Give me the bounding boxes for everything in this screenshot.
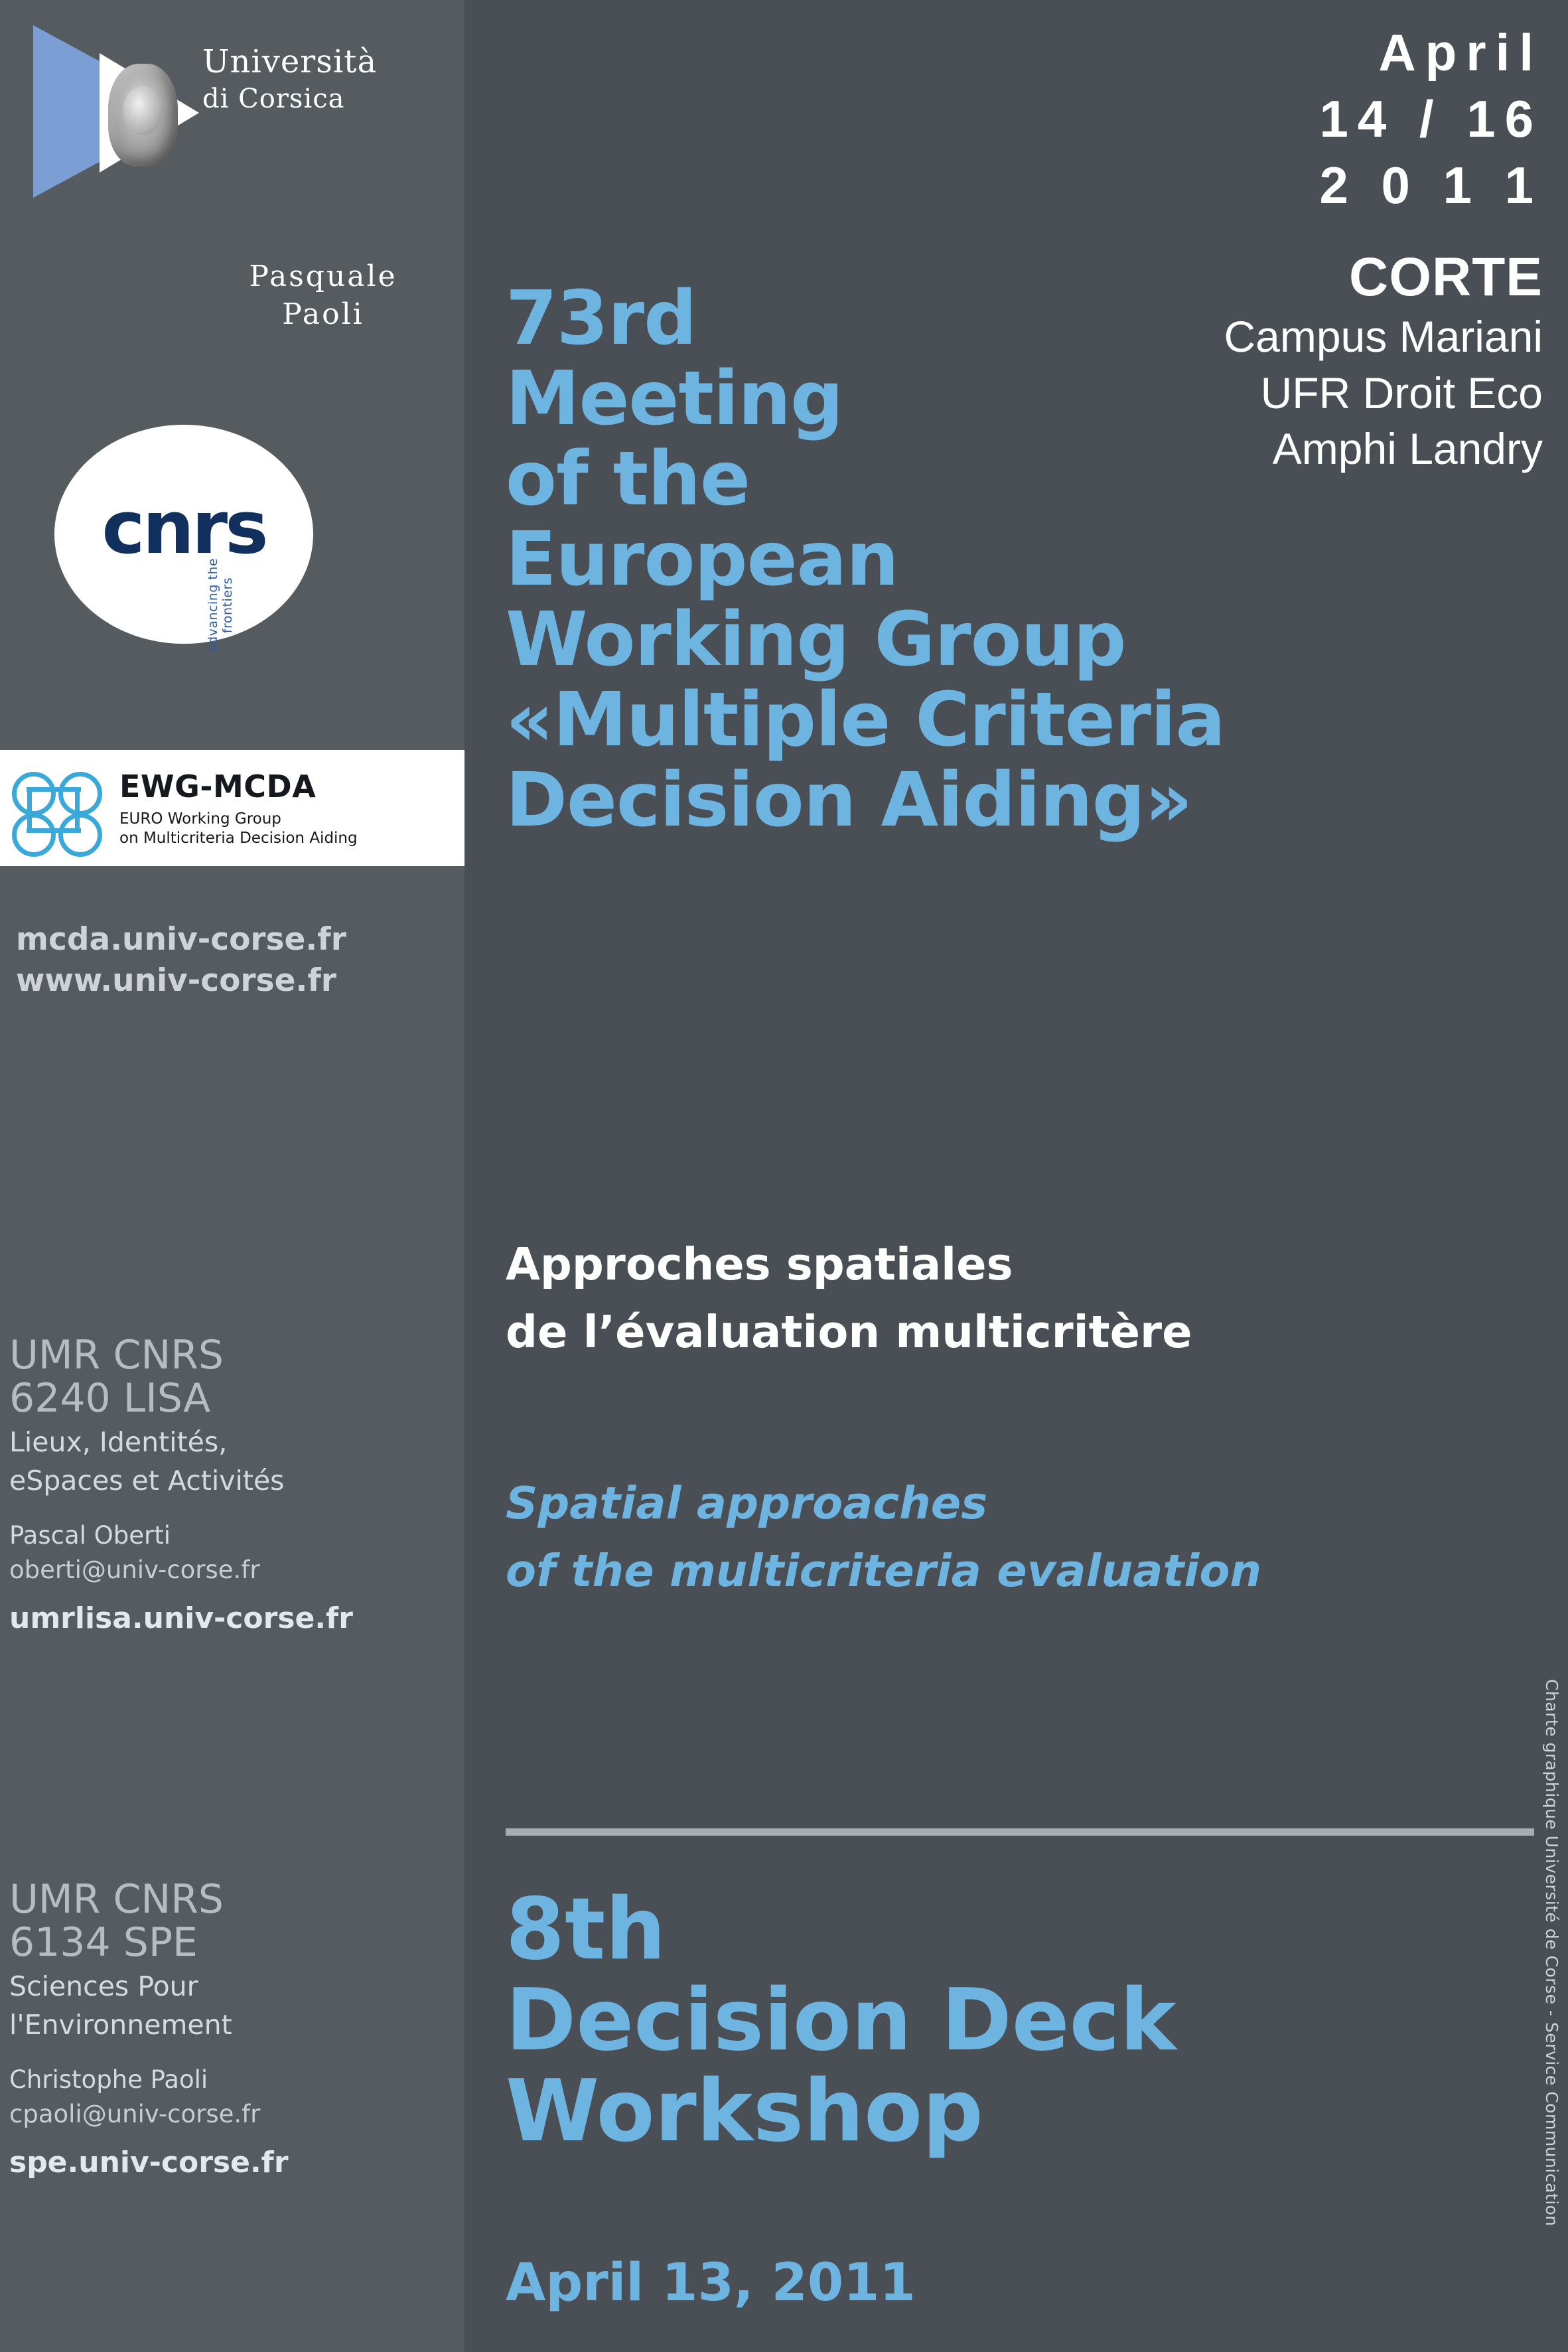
cnrs-logo (54, 425, 313, 653)
subtitle-english-line1: Spatial approaches (506, 1477, 988, 1529)
workshop-title-line1: 8th (506, 1880, 666, 1979)
workshop-title-line2: Decision Deck (506, 1970, 1176, 2070)
university-name-line2: di Corsica (202, 84, 345, 115)
university-founder-line2: Paoli (282, 297, 364, 332)
venue-line-1: Campus Mariani (1224, 312, 1543, 362)
ewg-subtitle-line1: EURO Working Group (119, 810, 281, 828)
ewg-subtitle-line2: on Multicriteria Decision Aiding (119, 829, 358, 847)
portrait-icon (108, 64, 178, 167)
lab-lisa-desc-line1: Lieux, Identités, (9, 1426, 228, 1458)
lab-lisa-contact-name: Pascal Oberti (9, 1520, 171, 1550)
lab-spe-desc-line2: l'Environnement (9, 2008, 232, 2041)
graphic-credit: Charte graphique Université de Corse - Service Communication (1542, 1679, 1561, 2227)
location-city: CORTE (1349, 247, 1543, 308)
lab-spe-umr-line1: UMR CNRS (9, 1876, 224, 1923)
lab-lisa-umr-line2: 6240 LISA (9, 1374, 211, 1422)
university-name-line1: Università (202, 43, 378, 80)
subtitle-french-line2: de l’évaluation multicritère (506, 1305, 1192, 1358)
ewg-mcda-logo (0, 750, 464, 866)
date-line-3: 2 0 1 1 (1319, 155, 1543, 214)
lab-lisa (9, 1334, 353, 1635)
workshop-title (506, 1880, 1176, 2161)
subtitle-french-line1: Approches spatiales (506, 1238, 1013, 1290)
url-univ-corse[interactable]: www.univ-corse.fr (16, 962, 336, 999)
lab-lisa-contact-email[interactable]: oberti@univ-corse.fr (9, 1555, 260, 1584)
title-line-5: Working Group (506, 596, 1126, 683)
workshop-date: April 13, 2011 (506, 2253, 916, 2313)
date-line-2: 14 / 16 (1319, 89, 1543, 148)
venue-line-3: Amphi Landry (1272, 424, 1543, 474)
lab-spe-url[interactable]: spe.univ-corse.fr (9, 2145, 289, 2179)
title-line-4: European (506, 516, 898, 603)
university-name (202, 42, 377, 117)
url-mcda[interactable]: mcda.univ-corse.fr (16, 921, 346, 958)
venue-line-2: UFR Droit Eco (1260, 368, 1543, 417)
title-line-6: «Multiple Criteria (506, 676, 1225, 763)
sidebar (0, 0, 464, 2352)
subtitle-french (506, 1231, 1568, 1366)
lab-spe (9, 1878, 289, 2179)
lab-lisa-url[interactable]: umrlisa.univ-corse.fr (9, 1601, 353, 1635)
title-line-1: 73rd (506, 275, 697, 362)
workshop-title-line3: Workshop (506, 2061, 983, 2161)
divider (506, 1828, 1534, 1836)
cnrs-wordmark: cnrs (102, 485, 266, 570)
title-line-7: Decision Aiding» (506, 757, 1192, 844)
cnrs-tagline: advancing the frontiers (206, 557, 235, 653)
university-founder-name (214, 257, 433, 333)
lab-spe-desc-line1: Sciences Pour (9, 1970, 198, 2002)
lab-lisa-umr-line1: UMR CNRS (9, 1332, 224, 1378)
lab-spe-contact-email[interactable]: cpaoli@univ-corse.fr (9, 2099, 261, 2128)
date-line-1: April (1378, 23, 1543, 82)
main-content (464, 0, 1568, 2352)
lab-spe-contact-name: Christophe Paoli (9, 2065, 208, 2094)
university-founder-line1: Pasquale (249, 259, 397, 293)
lab-lisa-desc-line2: eSpaces et Activités (9, 1464, 285, 1497)
ewg-title: EWG-MCDA (119, 768, 317, 804)
subtitle-english (506, 1470, 1568, 1605)
title-line-3: of the (506, 435, 750, 522)
subtitle-english-line2: of the multicriteria evaluation (506, 1544, 1262, 1597)
ewg-subtitle (119, 810, 358, 848)
lab-spe-umr-line2: 6134 SPE (9, 1919, 198, 1966)
title-line-2: Meeting (506, 355, 843, 442)
euro-rings-icon (7, 765, 106, 851)
sidebar-urls (16, 919, 346, 1001)
ewg-text-block (106, 769, 358, 848)
university-of-corsica-logo (20, 12, 445, 357)
